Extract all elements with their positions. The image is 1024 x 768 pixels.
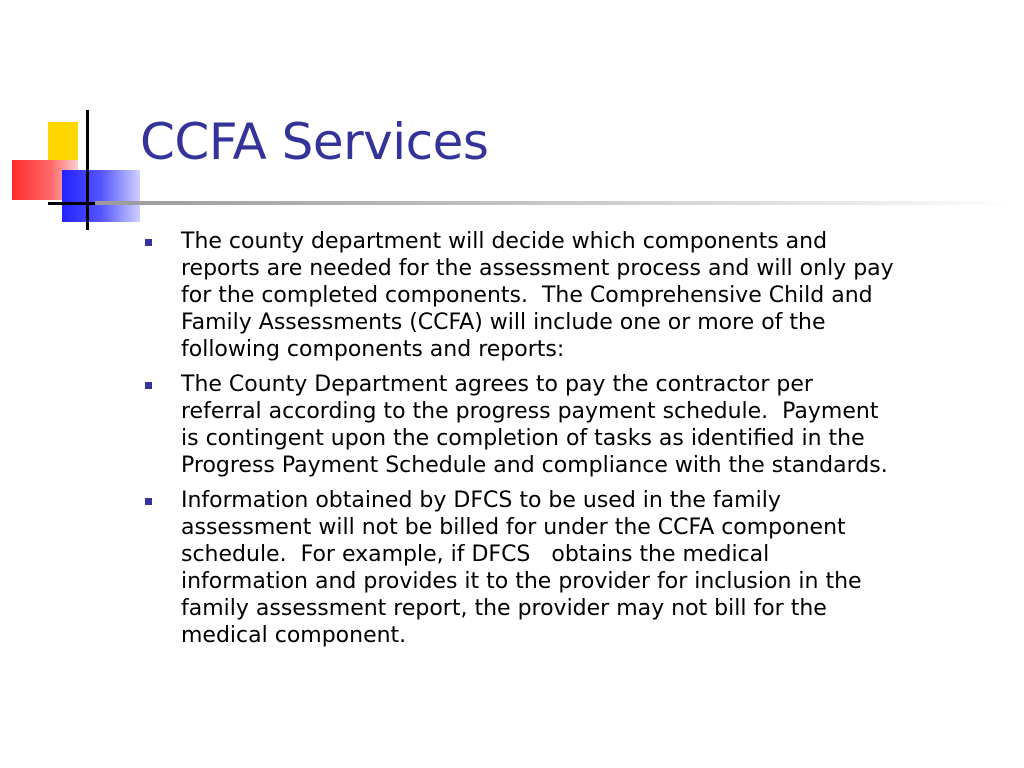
- bullet-square-icon: [145, 382, 152, 389]
- title-divider: [95, 201, 1015, 205]
- bullet-text: The County Department agrees to pay the contractor per referral according to the progress payment schedule. Payment is contingent upon the completion of tasks as identified in the Progress Payment Schedule and compliance with the standards.: [181, 372, 888, 478]
- bullet-item-1: [140, 228, 1000, 363]
- bullet-list: [140, 228, 1000, 657]
- blue-square: [62, 170, 140, 222]
- slide-title: CCFA Services: [140, 113, 489, 171]
- bullet-text: Information obtained by DFCS to be used in the family assessment will not be billed for under the CCFA component schedule. For example, if DFCS obtains the medical information and provides it to the provider for inclusion in the family assessment report, the provider may not bill for the medical component.: [181, 488, 862, 648]
- bullet-item-3: [140, 487, 1000, 649]
- bullet-square-icon: [145, 498, 152, 505]
- bullet-item-2: [140, 371, 1000, 479]
- bullet-square-icon: [145, 239, 152, 246]
- bullet-text: The county department will decide which components and reports are needed for the assessment process and will only pay for the completed components. The Comprehensive Child and Family Assessments (CCFA) will include one or more of the following components and reports:: [181, 229, 894, 362]
- decorative-logo: [0, 100, 150, 230]
- vertical-line: [86, 110, 89, 230]
